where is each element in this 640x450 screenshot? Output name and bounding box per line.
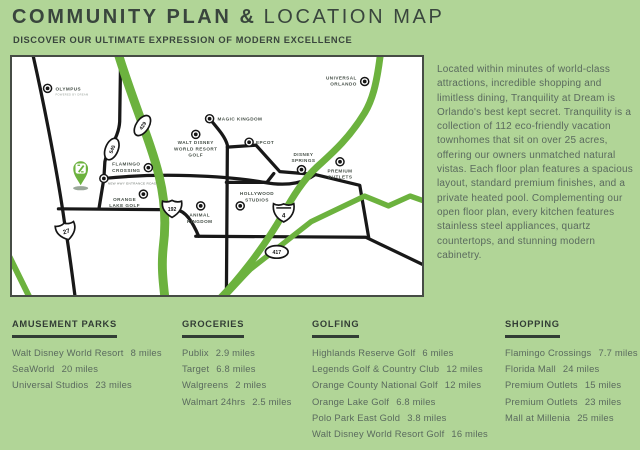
place-distance: 24 miles (562, 363, 600, 375)
location-dot-center (338, 160, 342, 164)
map-label: ORLANDO (330, 81, 357, 87)
page-title-bold: COMMUNITY PLAN & (12, 6, 257, 28)
map-location-community-entrance (100, 174, 108, 182)
location-dot-center (142, 192, 146, 196)
map-label: ORANGE (113, 196, 137, 202)
map-label: STUDIOS (245, 197, 269, 203)
legend (12, 314, 638, 444)
map-label: PREMIUM (327, 168, 353, 174)
place-distance: 16 miles (451, 427, 488, 439)
map-label: HOLLYWOOD (239, 191, 275, 197)
legend-column-amusement-parks (12, 314, 182, 444)
community-pin-icon (73, 161, 88, 190)
legend-items (12, 347, 182, 390)
legend-item (312, 396, 505, 407)
map-label: WORLD RESORT (174, 146, 218, 152)
place-name: Walt Disney World Resort Golf (312, 427, 445, 439)
location-dot-center (363, 80, 367, 84)
legend-item (312, 347, 505, 358)
location-dot-center (238, 204, 242, 208)
place-distance: 6.8 miles (216, 363, 256, 375)
pin-logo-tick-bottom (81, 171, 84, 172)
legend-item (505, 379, 630, 390)
route-number: 27 (62, 227, 71, 237)
place-name: Universal Studios (12, 379, 89, 391)
legend-heading-groceries: GROCERIES (182, 319, 244, 338)
legend-item (12, 363, 182, 374)
map-location-olympus (44, 84, 89, 96)
road-corner-green (12, 256, 31, 295)
place-distance: 12 miles (444, 379, 482, 391)
map-roads-black (33, 57, 422, 295)
legend-item (182, 396, 312, 407)
pin-shadow (73, 186, 88, 190)
map-label: OUTLETS (327, 174, 353, 180)
legend-item (182, 379, 312, 390)
map-location-animal-kingdom (187, 202, 213, 224)
place-name: Publix (182, 347, 209, 358)
pin-logo-tick-top (78, 165, 81, 166)
map-label: GOLF (188, 152, 204, 158)
legend-heading-shopping: SHOPPING (505, 319, 560, 338)
legend-items (312, 347, 505, 439)
map-label: SPRINGS (291, 158, 316, 164)
place-distance: 2 miles (235, 379, 267, 391)
page-title-light: LOCATION MAP (263, 6, 445, 28)
legend-item (312, 428, 505, 439)
community-description: Located within minutes of world-class attractions, incredible shopping and limitless dining, Tranquility at Dream is Orlando's best kept secret. Tranquility is a collection of 112 eco-friendly vacation townhomes that sit on over 25 acres, offering our owners unmatched natural vistas. Each floor plan features a spacious layout, standard premium finishes, and a private heated pool. Complementing our open floor plan, every kitchen features stainless steel appliances, quartz countertops, and stunning modern cabinetry. (437, 64, 633, 261)
legend-column-golfing (312, 314, 505, 444)
map-location-universal-orlando (326, 76, 369, 87)
place-name: Highlands Reserve Golf (312, 347, 416, 358)
map-label: LAKE GOLF (109, 203, 141, 209)
map-location-walt-disney-world-resort-golf (174, 130, 217, 157)
legend-heading-amusement-parks: AMUSEMENT PARKS (12, 319, 117, 338)
map-sublabel: POWERED BY DREAM (55, 93, 89, 97)
location-dot-center (199, 204, 203, 208)
route-shield-27 (55, 221, 78, 242)
page-subtitle: DISCOVER OUR ULTIMATE EXPRESSION OF MODERN EXCELLENCE (13, 35, 353, 45)
map-location-flamingo-crossing (112, 162, 152, 173)
route-number: 192 (167, 206, 177, 213)
legend-item (505, 347, 638, 358)
road-417-green (221, 196, 422, 295)
place-distance: 23 miles (95, 379, 132, 391)
place-distance: 6 miles (422, 347, 454, 358)
map-label: WALT DISNEY (177, 140, 214, 146)
location-dot-center (46, 86, 50, 90)
place-name: Mall at Millenia (505, 411, 571, 423)
map-label: OLYMPUS (55, 86, 82, 92)
legend-item (182, 347, 312, 358)
map-label: KINGDOM (186, 218, 213, 224)
legend-item (312, 363, 505, 374)
legend-item (312, 412, 505, 423)
place-distance: 23 miles (584, 395, 622, 407)
map-label: UNIVERSAL (326, 75, 357, 81)
map-label: EPCOT (256, 140, 275, 146)
place-name: Premium Outlets (505, 379, 578, 391)
place-distance: 8 miles (130, 347, 162, 358)
place-name: Legends Golf & Country Club (312, 363, 440, 375)
place-distance: 6.8 miles (396, 395, 436, 407)
place-name: Walgreens (182, 379, 229, 391)
legend-heading-golfing: GOLFING (312, 319, 359, 338)
route-number: 4 (281, 212, 286, 220)
legend-item (312, 379, 505, 390)
map-location-orange-lake-golf (109, 190, 147, 208)
map-location-epcot (245, 138, 274, 146)
legend-column-groceries (182, 314, 312, 444)
place-name: Orange Lake Golf (312, 395, 390, 407)
place-distance: 20 miles (61, 363, 99, 375)
place-distance: 25 miles (577, 411, 614, 423)
road-lower-horizontal (196, 236, 422, 264)
legend-item (182, 363, 312, 374)
map-svg (12, 57, 422, 295)
legend-item (12, 347, 182, 358)
place-name: Walmart 24hrs (182, 395, 246, 407)
road-545 (99, 57, 121, 209)
legend-items (505, 347, 638, 423)
place-distance: 3.8 miles (407, 411, 447, 423)
place-distance: 7.7 miles (598, 347, 638, 358)
road-note: NEW HWY ENTRANCE ROAD (107, 181, 157, 186)
legend-item (12, 379, 182, 390)
location-map (10, 55, 424, 297)
place-distance: 2.9 miles (215, 347, 256, 358)
map-label: ANIMAL (189, 212, 211, 218)
location-dot-center (247, 140, 251, 144)
location-dot-center (300, 168, 304, 172)
location-dot-center (208, 117, 212, 121)
legend-item (505, 363, 630, 374)
map-label: FLAMINGO (112, 161, 141, 167)
place-name: SeaWorld (12, 363, 55, 375)
place-name: Target (182, 363, 210, 375)
legend-item (505, 412, 630, 423)
place-name: Flamingo Crossings (505, 347, 592, 358)
place-distance: 2.5 miles (252, 395, 292, 407)
legend-item (505, 396, 630, 407)
route-shield-417 (265, 246, 288, 259)
place-distance: 15 miles (584, 379, 622, 391)
place-name: Polo Park East Gold (312, 411, 401, 423)
map-label: CROSSING (112, 167, 141, 173)
location-dot-center (102, 177, 106, 181)
route-number: 429 (138, 121, 149, 132)
map-label: DISNEY (293, 151, 314, 157)
place-name: Premium Outlets (505, 395, 578, 407)
map-location-premium-outlets (328, 158, 353, 180)
legend-column-shopping (505, 314, 638, 444)
legend-items (182, 347, 312, 407)
place-distance: 12 miles (446, 363, 483, 375)
page-title (12, 6, 444, 29)
place-name: Orange County National Golf (312, 379, 438, 391)
place-name: Florida Mall (505, 363, 556, 375)
map-label: MAGIC KINGDOM (217, 116, 263, 122)
location-dot-center (146, 166, 150, 170)
map-location-hollywood-studios (236, 191, 274, 210)
route-number: 417 (272, 250, 282, 257)
route-number: 545 (108, 144, 118, 155)
place-name: Walt Disney World Resort (12, 347, 124, 358)
road-i4-green (218, 57, 380, 295)
location-dot-center (194, 133, 198, 137)
